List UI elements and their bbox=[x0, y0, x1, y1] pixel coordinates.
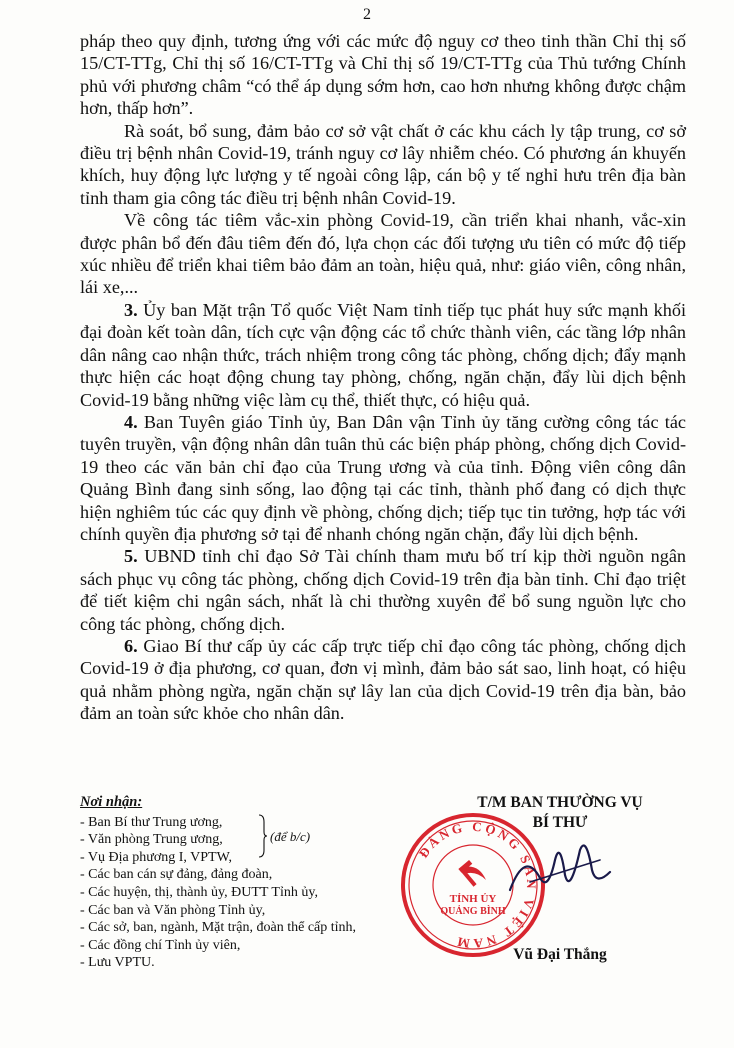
recipient-item: - Các ban cán sự đảng, đảng đoàn, bbox=[80, 867, 273, 883]
recipient-item: - Các ban và Văn phòng Tỉnh ủy, bbox=[80, 902, 266, 918]
recipients-block bbox=[80, 794, 380, 972]
recipient-item: - Các sở, ban, ngành, Mặt trận, đoàn thể cấp tỉnh, bbox=[80, 920, 357, 936]
paragraph-7 bbox=[80, 635, 686, 725]
brace-note: (để b/c) bbox=[270, 829, 311, 844]
paragraph-6-text: UBND tỉnh chỉ đạo Sở Tài chính tham mưu bố trí kịp thời nguồn ngân sách phục vụ công tác phòng, chống dịch Covid-19 trên địa bàn tỉnh. Chỉ đạo triệt để tiết kiệm chi ngân sách, nhất là chi thường xuyên để bổ sung nguồn lực cho công tác phòng, chống dịch. bbox=[80, 546, 686, 634]
item-number-5: 5. bbox=[124, 546, 138, 567]
signature-org: T/M BAN THƯỜNG VỤ bbox=[477, 794, 643, 811]
item-number-4: 4. bbox=[124, 411, 138, 432]
paragraph-5 bbox=[80, 411, 686, 545]
recipient-item: - Lưu VPTU. bbox=[80, 955, 155, 971]
document-body bbox=[80, 30, 686, 725]
paragraph-5-text: Ban Tuyên giáo Tỉnh ủy, Ban Dân vận Tỉnh ủy tăng cường công tác tác tuyên truyền, vận động nhân dân tuân thủ các biện pháp phòng, chống dịch Covid-19 theo các văn bản chỉ đạo của Trung ương và của tỉnh. Động viên công dân Quảng Bình đang sinh sống, lao động tại các tỉnh, thành phố đang có dịch thực hiện nghiêm túc các quy định về phòng, chống dịch; tiếp tục tin tưởng, hợp tác với chính quyền địa phương sở tại để nhanh chóng ngăn chặn, đẩy lùi dịch bệnh. bbox=[80, 411, 687, 544]
hammer-sickle-icon bbox=[458, 860, 486, 887]
signature-role: BÍ THƯ bbox=[532, 814, 588, 831]
recipient-item: - Ban Bí thư Trung ương, bbox=[80, 814, 223, 830]
paragraph-4 bbox=[80, 299, 686, 411]
page-number: 2 bbox=[363, 6, 371, 23]
paragraph-1: pháp theo quy định, tương ứng với các mức độ nguy cơ theo tinh thần Chỉ thị số 15/CT-TTg, Chỉ thị số 16/CT-TTg và Chỉ thị số 19/CT-TTg của Thủ tướng Chính phủ với phương châm “có thể áp dụng sớm hơn, cao hơn nhưng không được chậm hơn, thấp hơn”. bbox=[80, 31, 686, 119]
paragraph-4-text: Ủy ban Mặt trận Tổ quốc Việt Nam tỉnh tiếp tục phát huy sức mạnh khối đại đoàn kết toàn dân, tích cực vận động các tổ chức thành viên, các tầng lớp nhân dân nâng cao nhận thức, trách nhiệm trong công tác phòng, chống dịch; đẩy mạnh thực hiện các hoạt động chung tay phòng, chống, ngăn chặn, đẩy lùi dịch bệnh Covid-19 bằng những việc làm cụ thể, thiết thực, có hiệu quả. bbox=[80, 299, 686, 410]
recipient-item: - Vụ Địa phương I, VPTW, bbox=[80, 849, 233, 865]
signer-name: Vũ Đại Thắng bbox=[513, 946, 607, 963]
item-number-6: 6. bbox=[124, 635, 138, 656]
seal-ring-text: ĐẢNG CỘNG SẢN VIỆT NAM bbox=[415, 818, 540, 952]
recipient-item: - Văn phòng Trung ương, bbox=[80, 832, 223, 848]
seal-center-text-2: QUẢNG BÌNH bbox=[440, 906, 506, 917]
handwritten-signature bbox=[500, 820, 620, 910]
recipients-title: Nơi nhận: bbox=[80, 794, 143, 810]
paragraph-6 bbox=[80, 545, 686, 635]
curly-brace-icon bbox=[258, 814, 268, 858]
item-number-3: 3. bbox=[124, 299, 138, 320]
seal-center-text-1: TỈNH ỦY bbox=[449, 893, 497, 905]
recipient-item: - Các huyện, thị, thành ủy, ĐUTT Tỉnh ủy, bbox=[80, 884, 318, 900]
paragraph-3: Về công tác tiêm vắc-xin phòng Covid-19, cần triển khai nhanh, vắc-xin được phân bổ đến đâu tiêm đến đó, lựa chọn các đối tượng ưu tiên có mức độ tiếp xúc nhiều để triển khai tiêm bảo đảm an toàn, hiệu quả, như: giáo viên, công nhân, lái xe,... bbox=[80, 210, 686, 298]
paragraph-2: Rà soát, bổ sung, đảm bảo cơ sở vật chất ở các khu cách ly tập trung, cơ sở điều trị bệnh nhân Covid-19, tránh nguy cơ lây nhiễm chéo. Có phương án khuyến khích, huy động lực lượng y tế ngoài công lập, cán bộ y tế nghỉ hưu trên địa bàn tỉnh tham gia công tác điều trị bệnh nhân Covid-19. bbox=[80, 120, 686, 208]
recipient-item: - Các đồng chí Tỉnh ủy viên, bbox=[80, 937, 241, 953]
paragraph-7-text: Giao Bí thư cấp ủy các cấp trực tiếp chỉ đạo công tác phòng, chống dịch Covid-19 ở địa phương, cơ quan, đơn vị mình, đảm bảo sát sao, linh hoạt, có hiệu quả nhằm phòng ngừa, ngăn chặn sự lây lan của dịch Covid-19 trên địa bàn, bảo đảm an toàn sức khỏe cho nhân dân. bbox=[80, 635, 687, 724]
